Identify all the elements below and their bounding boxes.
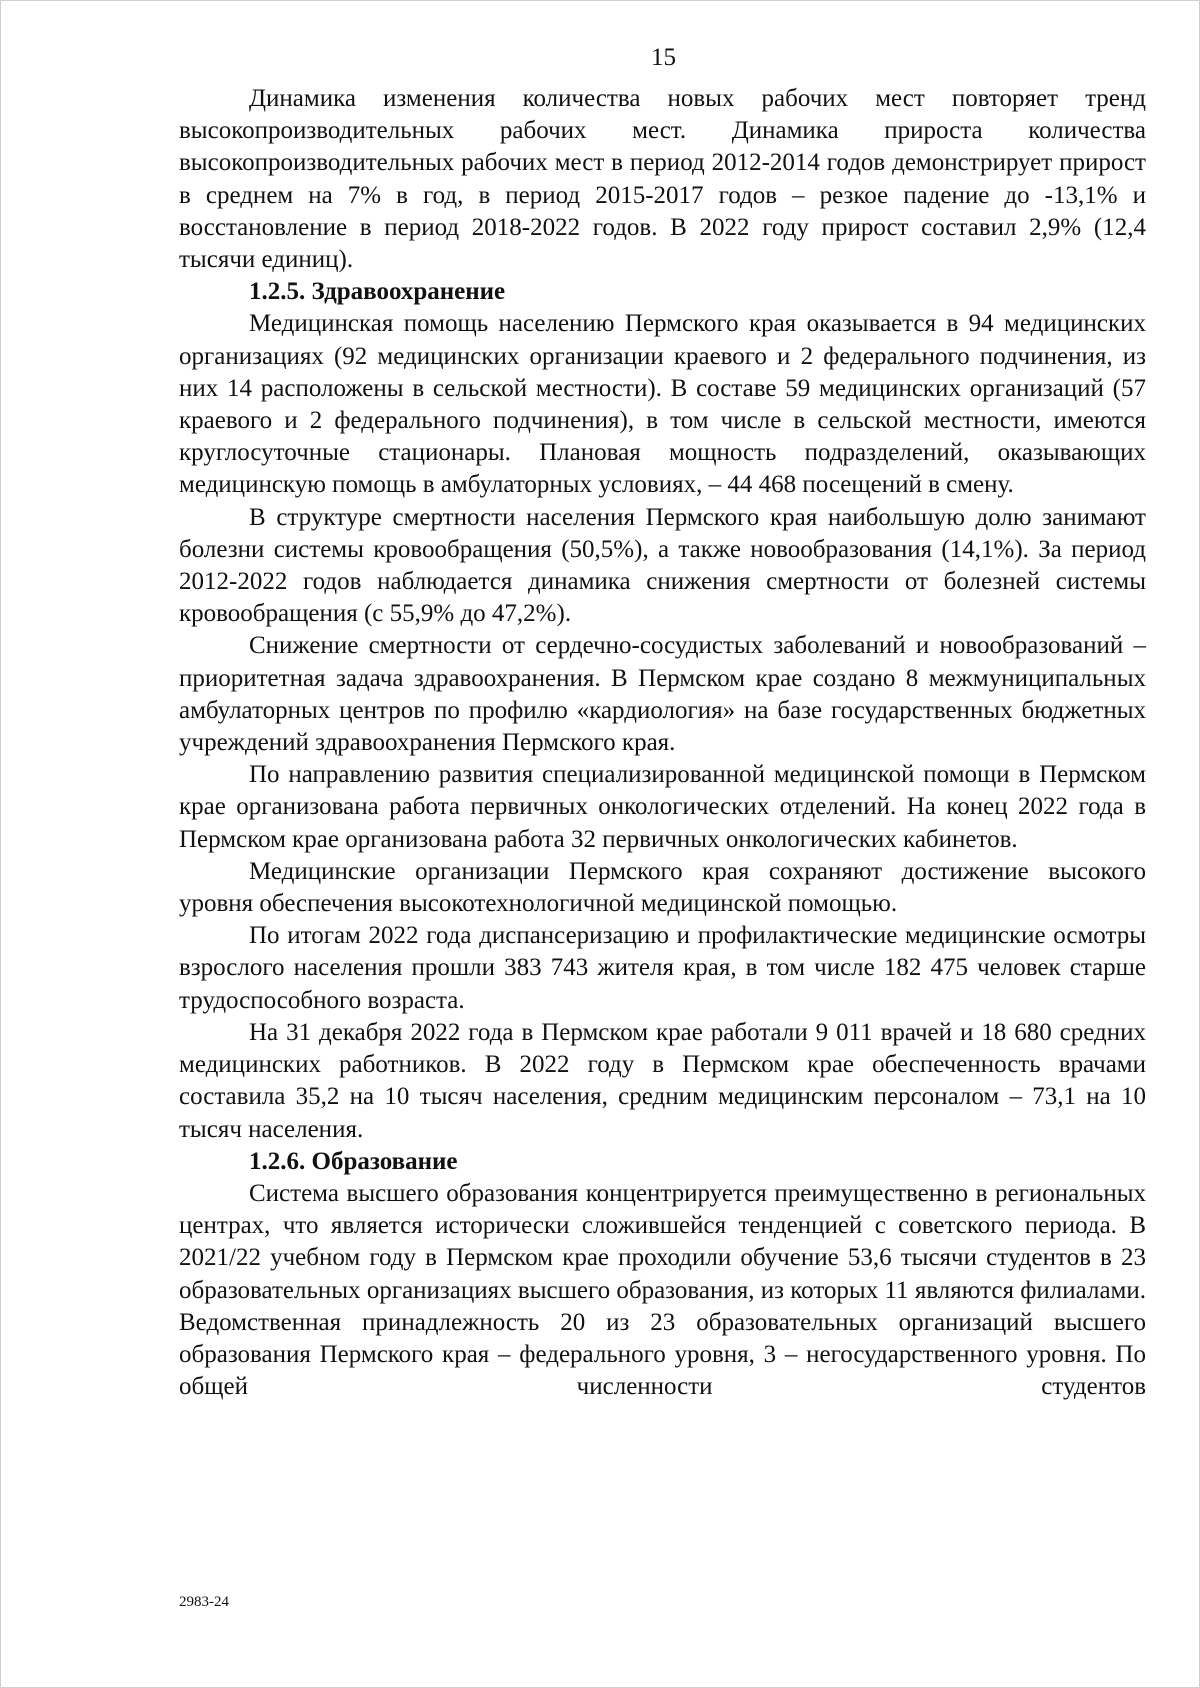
paragraph-oncology: По направлению развития специализированной медицинской помощи в Пермском крае организована работа первичных онкологических отделений. На конец 2022 года в Пермском крае организована работа 32 первичных онкологических кабинетов. [179,761,1146,853]
paragraph-mortality-structure: В структуре смертности населения Пермского края наибольшую долю занимают болезни системы кровообращения (50,5%), а также новообразования (14,1%). За период 2012-2022 годов наблюдается динамика снижения смертности от болезней системы кровообращения (с 55,9% до 47,2%). [179,503,1146,628]
paragraph-cardiology-centers: Снижение смертности от сердечно-сосудистых заболеваний и новообразований – приоритетная задача здравоохранения. В Пермском крае создано 8 межмуниципальных амбулаторных центров по профилю «кардиология» на базе государственных бюджетных учреждений здравоохранения Пермского края. [179,632,1146,757]
page-number: 15 [651,44,676,71]
paragraph-high-tech-care: Медицинские организации Пермского края сохраняют достижение высокого уровня обеспечения высокотехнологичной медицинской помощью. [179,857,1146,918]
paragraph-higher-education: Система высшего образования концентрируется преимущественно в региональных центрах, что является исторически сложившейся тенденцией с советского периода. В 2021/22 учебном году в Пермском крае проходили обучение 53,6 тысячи студентов в 23 образовательных организациях высшего образования, из которых 11 являются филиалами. Ведомственная принадлежность 20 из 23 образовательных организаций высшего образования Пермского края – федерального уровня, 3 – негосударственного уровня. По общей численности студентов [179,1179,1146,1401]
paragraph-workplaces-dynamics: Динамика изменения количества новых рабочих мест повторяет тренд высокопроизводительных рабочих мест. Динамика прироста количества высокопроизводительных рабочих мест в период 2012-2014 годов демонстрирует прирост в среднем на 7% в год, в период 2015-2017 годов – резкое падение до -13,1% и восстановление в период 2018-2022 годов. В 2022 году прирост составил 2,9% (12,4 тысячи единиц). [179,85,1146,274]
paragraph-medical-checkups: По итогам 2022 года диспансеризацию и профилактические медицинские осмотры взрослого населения прошли 383 743 жителя края, в том числе 182 475 человек старше трудоспособного возраста. [179,922,1146,1014]
paragraph-medical-staff: На 31 декабря 2022 года в Пермском крае работали 9 011 врачей и 18 680 средних медицинских работников. В 2022 году в Пермском крае обеспеченность врачами составила 35,2 на 10 тысяч населения, средним медицинским персоналом – 73,1 на 10 тысяч населения. [179,1018,1146,1143]
document-code: 2983-24 [179,1594,229,1610]
document-body [179,83,1146,1403]
paragraph-medical-organizations: Медицинская помощь населению Пермского края оказывается в 94 медицинских организациях (92 медицинских организации краевого и 2 федерального подчинения, из них 14 расположены в сельской местности). В составе 59 медицинских организаций (57 краевого и 2 федерального подчинения), в том числе в сельской местности, имеются круглосуточные стационары. Плановая мощность подразделений, оказывающих медицинскую помощь в амбулаторных условиях, – 44 468 посещений в смену. [179,310,1146,499]
heading-education: 1.2.6. Образование [249,1147,458,1175]
heading-healthcare: 1.2.5. Здравоохранение [249,278,506,306]
